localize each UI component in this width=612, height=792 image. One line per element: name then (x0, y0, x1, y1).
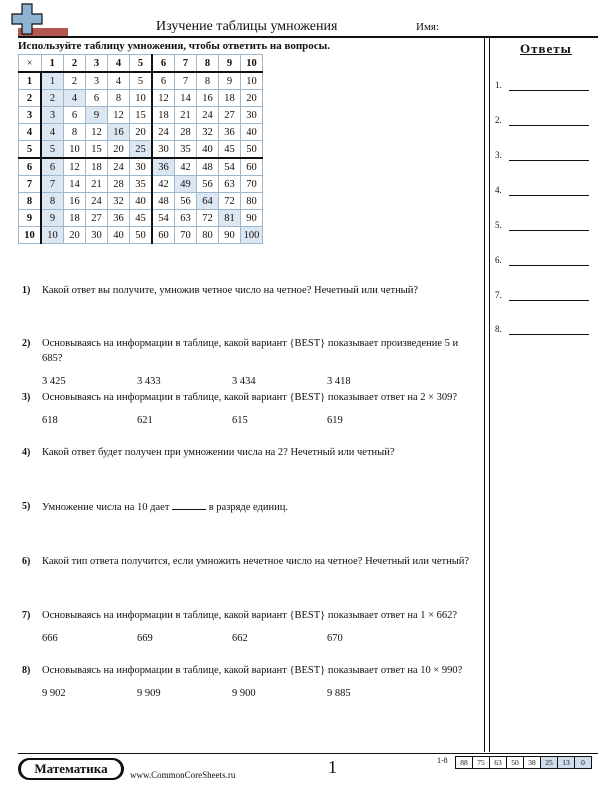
question-number: 6) (22, 556, 31, 567)
table-row-header: 7 (19, 176, 42, 193)
table-cell: 16 (197, 90, 219, 107)
table-cell: 7 (41, 176, 64, 193)
site-url[interactable]: www.CommonCoreSheets.ru (130, 770, 236, 780)
table-cell: 12 (64, 158, 86, 176)
table-col-header: 8 (197, 55, 219, 73)
question-text-before: Умножение числа на 10 дает (42, 502, 170, 513)
table-col-header: 2 (64, 55, 86, 73)
question-number: 5) (22, 501, 31, 512)
table-cell: 64 (197, 193, 219, 210)
table-col-header: 10 (241, 55, 263, 73)
table-cell: 20 (64, 227, 86, 244)
question-2 (18, 336, 478, 389)
table-cell: 35 (175, 141, 197, 159)
table-cell: 10 (241, 72, 263, 90)
table-cell: 14 (64, 176, 86, 193)
table-cell: 18 (64, 210, 86, 227)
option[interactable]: 9 885 (327, 688, 351, 699)
table-row-header: 4 (19, 124, 42, 141)
table-cell: 48 (197, 158, 219, 176)
question-number: 7) (22, 610, 31, 621)
option[interactable]: 3 418 (327, 376, 351, 387)
table-cell: 35 (130, 176, 153, 193)
table-cell: 21 (86, 176, 108, 193)
answer-line-3[interactable] (495, 150, 595, 162)
option[interactable]: 9 902 (42, 688, 66, 699)
table-row-header: 3 (19, 107, 42, 124)
table-cell: 45 (130, 210, 153, 227)
table-cell: 18 (152, 107, 175, 124)
table-cell: 48 (152, 193, 175, 210)
option[interactable]: 621 (137, 415, 153, 426)
option[interactable]: 615 (232, 415, 248, 426)
table-cell: 80 (197, 227, 219, 244)
table-cell: 40 (241, 124, 263, 141)
table-cell: 2 (41, 90, 64, 107)
option[interactable]: 670 (327, 633, 343, 644)
table-cell: 27 (86, 210, 108, 227)
table-cell: 12 (108, 107, 130, 124)
header-divider (18, 36, 598, 38)
question-4 (18, 445, 478, 460)
table-cell: 27 (219, 107, 241, 124)
question-number: 8) (22, 665, 31, 676)
table-cell: 81 (219, 210, 241, 227)
option[interactable]: 618 (42, 415, 58, 426)
table-cell: 49 (175, 176, 197, 193)
table-cell: 32 (108, 193, 130, 210)
question-number: 1) (22, 285, 31, 296)
table-cell: 32 (197, 124, 219, 141)
table-cell: 18 (86, 158, 108, 176)
table-cell: 50 (241, 141, 263, 159)
answer-line-7[interactable] (495, 290, 595, 302)
table-cell: 70 (175, 227, 197, 244)
table-cell: 1 (41, 72, 64, 90)
table-cell: 4 (64, 90, 86, 107)
question-text (42, 499, 478, 515)
table-cell: 56 (197, 176, 219, 193)
table-col-header: 1 (41, 55, 64, 73)
table-cell: 40 (197, 141, 219, 159)
table-col-header: 6 (152, 55, 175, 73)
worksheet-title: Изучение таблицы умножения (156, 19, 338, 34)
score-cell: 25 (540, 756, 558, 769)
table-cell: 25 (130, 141, 153, 159)
question-text-after: в разряде единиц. (208, 502, 289, 513)
answer-options (42, 374, 478, 389)
table-cell: 54 (219, 158, 241, 176)
table-cell: 14 (175, 90, 197, 107)
answer-number: 3. (495, 150, 502, 160)
score-range-label: 1-8 (437, 756, 448, 765)
score-cell: 63 (489, 756, 507, 769)
option[interactable]: 9 900 (232, 688, 256, 699)
table-row-header: 9 (19, 210, 42, 227)
table-cell: 54 (152, 210, 175, 227)
table-cell: 30 (86, 227, 108, 244)
score-cell: 88 (455, 756, 473, 769)
table-cell: 30 (241, 107, 263, 124)
table-cell: 72 (197, 210, 219, 227)
table-cell: 3 (86, 72, 108, 90)
question-text: Основываясь на информации в таблице, какой вариант {BEST} показывает ответ на 1 × 662? (42, 610, 458, 621)
option[interactable]: 3 434 (232, 376, 256, 387)
table-cell: 36 (219, 124, 241, 141)
worksheet-logo-icon (8, 2, 70, 38)
table-cell: 7 (175, 72, 197, 90)
table-cell: 70 (241, 176, 263, 193)
table-cell: 40 (108, 227, 130, 244)
table-row-header: 8 (19, 193, 42, 210)
score-cell: 0 (574, 756, 592, 769)
table-cell: 28 (108, 176, 130, 193)
table-cell: 36 (108, 210, 130, 227)
table-cell: 8 (197, 72, 219, 90)
question-text: Основываясь на информации в таблице, какой вариант {BEST} показывает произведение 5 и 685? (42, 338, 459, 364)
table-cell: 50 (130, 227, 153, 244)
answer-number: 7. (495, 290, 502, 300)
question-8 (18, 663, 478, 701)
table-cell: 3 (41, 107, 64, 124)
table-cell: 100 (241, 227, 263, 244)
table-col-header: 7 (175, 55, 197, 73)
table-row-header: 6 (19, 158, 42, 176)
column-divider-2 (489, 36, 490, 752)
table-cell: 16 (108, 124, 130, 141)
table-cell: 30 (130, 158, 153, 176)
table-cell: 16 (64, 193, 86, 210)
table-cell: 36 (152, 158, 175, 176)
subject-badge (18, 758, 124, 780)
answer-options (42, 631, 478, 646)
answer-number: 4. (495, 185, 502, 195)
table-row-header: 2 (19, 90, 42, 107)
table-cell: 63 (219, 176, 241, 193)
table-cell: 12 (152, 90, 175, 107)
question-number: 3) (22, 392, 31, 403)
table-row-header: 10 (19, 227, 42, 244)
score-cell: 50 (506, 756, 524, 769)
table-row-header: 1 (19, 72, 42, 90)
table-cell: 10 (64, 141, 86, 159)
table-cell: 9 (41, 210, 64, 227)
table-cell: 18 (219, 90, 241, 107)
table-cell: 12 (86, 124, 108, 141)
table-cell: 90 (241, 210, 263, 227)
table-cell: 15 (86, 141, 108, 159)
table-cell: 56 (175, 193, 197, 210)
table-cell: 72 (219, 193, 241, 210)
table-cell: 15 (130, 107, 153, 124)
answer-line-2[interactable] (495, 115, 595, 127)
option[interactable]: 9 909 (137, 688, 161, 699)
answer-number: 1. (495, 80, 502, 90)
table-cell: 8 (108, 90, 130, 107)
answer-line-8[interactable] (495, 324, 595, 336)
answer-number: 2. (495, 115, 502, 125)
table-cell: 42 (152, 176, 175, 193)
table-cell: 6 (152, 72, 175, 90)
score-cell: 13 (557, 756, 575, 769)
answer-line-1[interactable] (495, 80, 595, 92)
table-cell: 20 (130, 124, 153, 141)
table-cell: 28 (175, 124, 197, 141)
option[interactable]: 669 (137, 633, 153, 644)
name-label: Имя: (416, 21, 440, 33)
question-7 (18, 608, 478, 646)
answers-title: Ответы (520, 41, 572, 56)
table-col-header: 3 (86, 55, 108, 73)
answer-number: 8. (495, 324, 502, 334)
question-text: Какой ответ будет получен при умножении числа на 2? Нечетный или четный? (42, 447, 395, 458)
table-cell: 60 (152, 227, 175, 244)
answer-options (42, 686, 478, 701)
table-cell: 9 (219, 72, 241, 90)
table-corner: × (19, 55, 42, 73)
table-col-header: 9 (219, 55, 241, 73)
multiplication-table (18, 54, 263, 244)
table-cell: 24 (86, 193, 108, 210)
answer-line-5[interactable] (495, 220, 595, 232)
answer-number: 6. (495, 255, 502, 265)
answer-line-4[interactable] (495, 185, 595, 197)
table-cell: 40 (130, 193, 153, 210)
footer-divider (18, 753, 598, 754)
table-cell: 6 (64, 107, 86, 124)
table-cell: 10 (41, 227, 64, 244)
score-table (456, 756, 592, 769)
page-number: 1 (328, 757, 337, 777)
option[interactable]: 3 433 (137, 376, 161, 387)
table-cell: 9 (86, 107, 108, 124)
table-cell: 8 (64, 124, 86, 141)
question-text: Какой тип ответа получится, если умножить нечетное число на четное? Нечетный или четный? (42, 556, 470, 567)
table-col-header: 4 (108, 55, 130, 73)
question-6 (18, 554, 478, 569)
table-cell: 20 (241, 90, 263, 107)
table-cell: 6 (86, 90, 108, 107)
table-cell: 6 (41, 158, 64, 176)
question-text: Основываясь на информации в таблице, какой вариант {BEST} показывает ответ на 2 × 309? (42, 392, 458, 403)
score-cell: 75 (472, 756, 490, 769)
table-cell: 60 (241, 158, 263, 176)
table-cell: 2 (64, 72, 86, 90)
table-cell: 8 (41, 193, 64, 210)
table-cell: 4 (108, 72, 130, 90)
answer-number: 5. (495, 220, 502, 230)
table-cell: 4 (41, 124, 64, 141)
column-divider (484, 36, 485, 752)
table-cell: 5 (41, 141, 64, 159)
score-cell: 38 (523, 756, 541, 769)
table-cell: 10 (130, 90, 153, 107)
table-cell: 24 (152, 124, 175, 141)
table-col-header: 5 (130, 55, 153, 73)
table-cell: 90 (219, 227, 241, 244)
question-text: Основываясь на информации в таблице, какой вариант {BEST} показывает ответ на 10 × 990? (42, 665, 463, 676)
table-cell: 5 (130, 72, 153, 90)
question-number: 2) (22, 338, 31, 349)
question-text: Какой ответ вы получите, умножив четное число на четное? Нечетный или четный? (42, 285, 419, 296)
table-cell: 24 (108, 158, 130, 176)
instructions: Используйте таблицу умножения, чтобы ответить на вопросы. (18, 40, 331, 52)
table-cell: 24 (197, 107, 219, 124)
table-cell: 80 (241, 193, 263, 210)
option[interactable]: 3 425 (42, 376, 66, 387)
fill-in-blank[interactable] (172, 499, 206, 510)
question-5 (18, 499, 478, 515)
table-row-header: 5 (19, 141, 42, 159)
answer-options (42, 413, 478, 428)
table-cell: 45 (219, 141, 241, 159)
table-cell: 30 (152, 141, 175, 159)
option[interactable]: 619 (327, 415, 343, 426)
question-1 (18, 283, 478, 298)
subject-label: Математика (21, 760, 121, 778)
question-3 (18, 390, 478, 428)
table-cell: 20 (108, 141, 130, 159)
table-cell: 63 (175, 210, 197, 227)
table-cell: 42 (175, 158, 197, 176)
option[interactable]: 662 (232, 633, 248, 644)
table-cell: 21 (175, 107, 197, 124)
option[interactable]: 666 (42, 633, 58, 644)
question-number: 4) (22, 447, 31, 458)
answer-line-6[interactable] (495, 255, 595, 267)
